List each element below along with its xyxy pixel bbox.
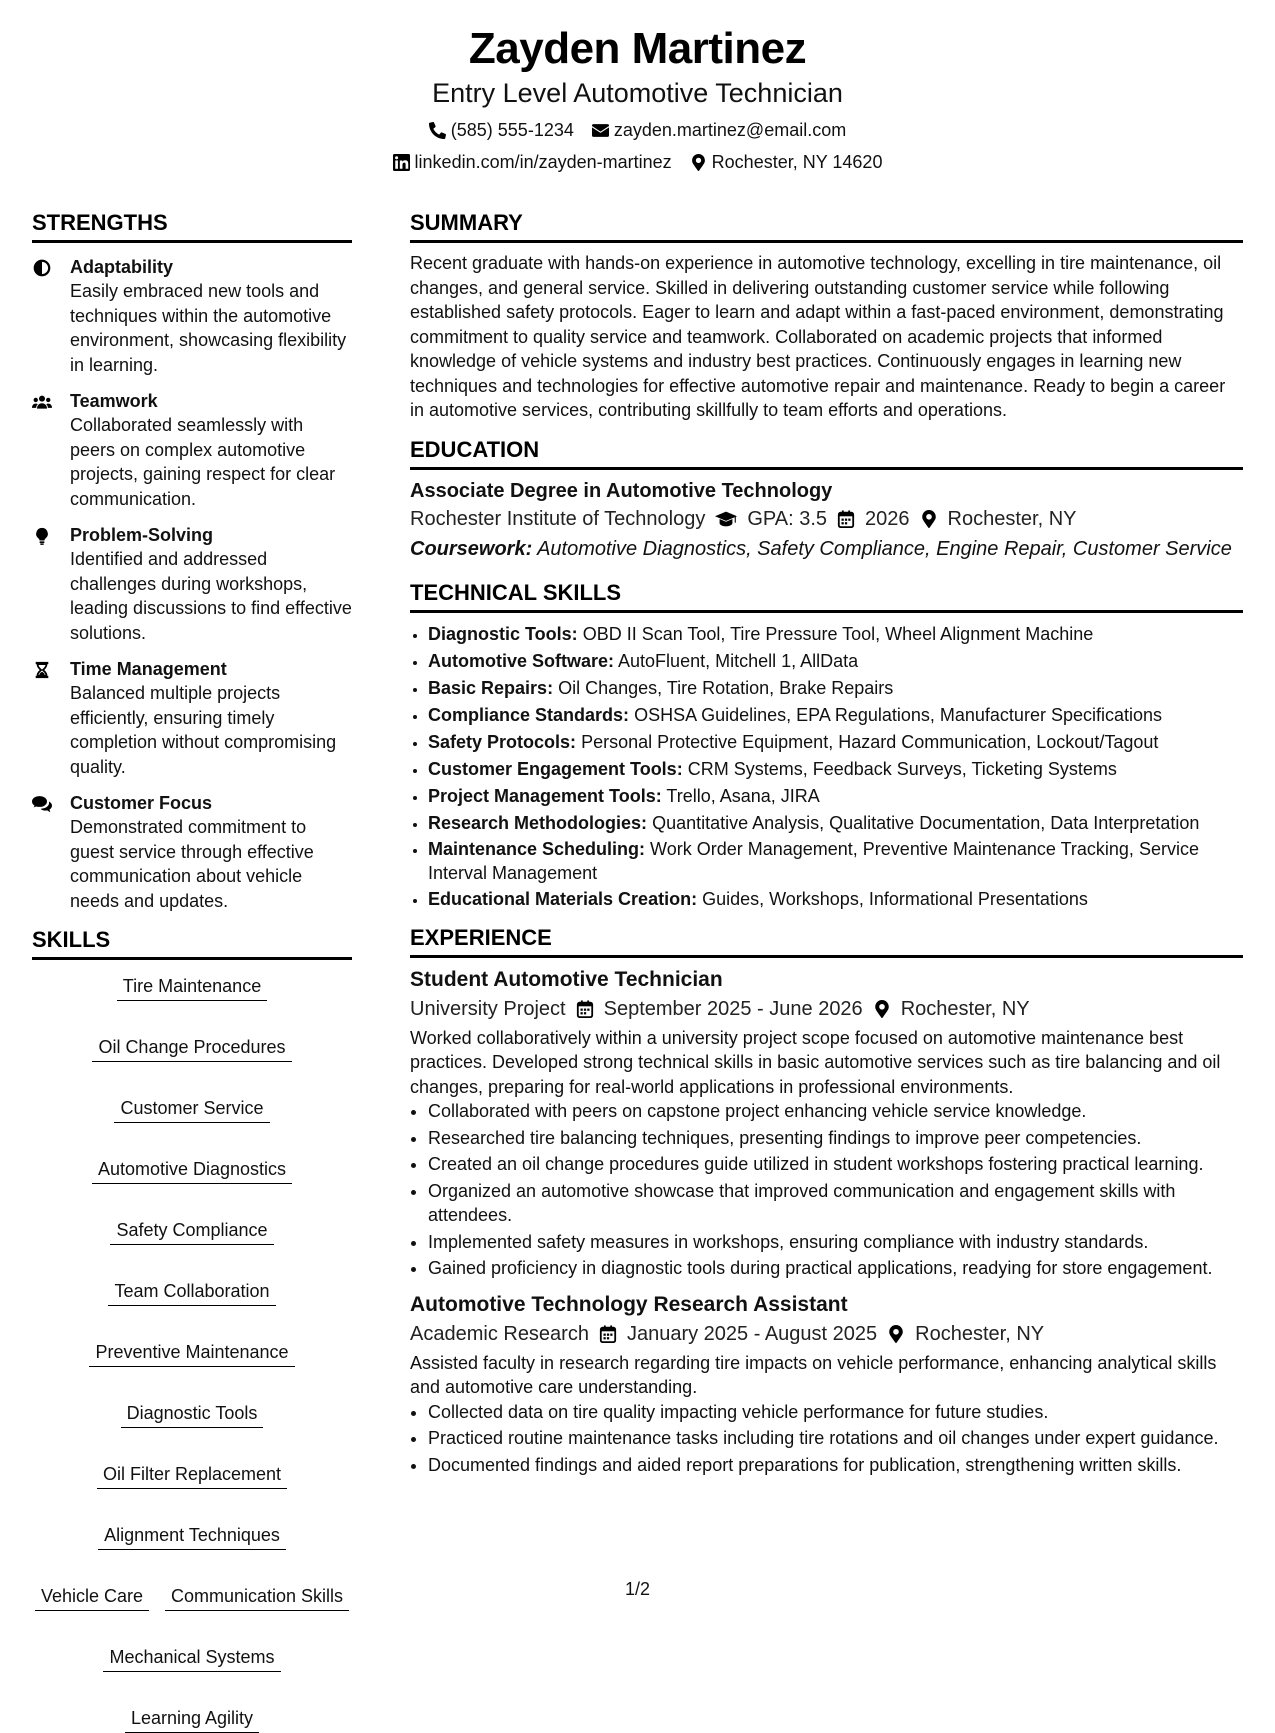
technical-skill-item bbox=[428, 729, 1243, 756]
job-meta bbox=[410, 1319, 1243, 1349]
technical-skill-item bbox=[428, 675, 1243, 702]
job-organization: Academic Research bbox=[410, 1322, 589, 1345]
coursework-label: Coursework: bbox=[410, 537, 533, 560]
strength-description: Collaborated seamlessly with peers on complex automotive projects, gaining respect for clear communication. bbox=[70, 415, 336, 509]
technical-skill-item bbox=[428, 648, 1243, 675]
technical-skill-value: AutoFluent, Mitchell 1, AllData bbox=[618, 650, 859, 671]
strength-title: Time Management bbox=[70, 659, 227, 679]
job-bullet: • Documented findings and aided report preparations for publication, strengthening written skills. bbox=[428, 1453, 1243, 1478]
technical-skill-item bbox=[428, 783, 1243, 810]
calendar-icon bbox=[599, 1325, 617, 1343]
lightbulb-icon bbox=[32, 523, 58, 645]
job-bullet: • Gained proficiency in diagnostic tools during practical applications, readying for store engagement. bbox=[428, 1256, 1243, 1281]
hourglass-icon bbox=[32, 657, 58, 779]
experience-heading: EXPERIENCE bbox=[410, 925, 1243, 958]
strength-item bbox=[32, 523, 352, 645]
gpa-text: GPA: 3.5 bbox=[747, 507, 828, 530]
job-bullet: • Practiced routine maintenance tasks including tire rotations and oil changes under expert guidance. bbox=[428, 1426, 1243, 1451]
job-bullet: • Organized an automotive showcase that improved communication and engagement skills with attendees. bbox=[428, 1179, 1243, 1228]
half-circle-icon bbox=[32, 255, 58, 377]
phone-contact[interactable] bbox=[429, 119, 574, 141]
graduation-cap-icon bbox=[715, 510, 737, 528]
summary-heading: SUMMARY bbox=[410, 210, 1243, 243]
technical-skill-item bbox=[428, 810, 1243, 837]
strength-title: Teamwork bbox=[70, 391, 158, 411]
page-number: 1/2 bbox=[624, 1579, 651, 1599]
strength-item bbox=[32, 255, 352, 377]
technical-skill-item bbox=[428, 702, 1243, 729]
skill-tag: Oil Change Procedures bbox=[92, 1035, 291, 1062]
candidate-name: Zayden Martinez bbox=[468, 24, 807, 73]
strength-item bbox=[32, 791, 352, 913]
technical-skill-value: OSHSA Guidelines, EPA Regulations, Manufacturer Specifications bbox=[634, 704, 1163, 725]
technical-skill-label: Project Management Tools: bbox=[428, 785, 662, 806]
coursework-text: Automotive Diagnostics, Safety Compliance, Engine Repair, Customer Service bbox=[537, 537, 1232, 560]
skill-tag: Communication Skills bbox=[165, 1584, 349, 1611]
technical-skill-label: Maintenance Scheduling: bbox=[428, 838, 646, 859]
map-pin-icon bbox=[920, 510, 938, 528]
calendar-icon bbox=[576, 1000, 594, 1018]
technical-skill-value: Work Order Management, Preventive Maintenance Tracking, Service Interval Management bbox=[428, 838, 1199, 883]
technical-skill-item bbox=[428, 756, 1243, 783]
technical-skill-label: Basic Repairs: bbox=[428, 677, 554, 698]
strength-description: Demonstrated commitment to guest service through effective communication about vehicle needs and updates. bbox=[70, 817, 314, 911]
skill-tag: Customer Service bbox=[114, 1096, 269, 1123]
education-meta bbox=[410, 504, 1243, 534]
strength-title: Customer Focus bbox=[70, 793, 213, 813]
job-bullet: • Researched tire balancing techniques, presenting findings to improve peer competencies. bbox=[428, 1126, 1243, 1151]
strengths-heading: STRENGTHS bbox=[32, 210, 352, 243]
summary-text: Recent graduate with hands-on experience in automotive technology, excelling in tire maintenance, oil changes, and general service. Skilled in delivering outstanding customer service while following established safety protocols. Eager to learn and adapt within a fast-paced environment, demonstrating commitment to quality service and teamwork. Collaborated on academic projects that informed knowledge of vehicle systems and industry best practices. Continuously engages in learning new techniques and technologies for effective automotive repair and maintenance. Ready to begin a career in automotive services, contributing skillfully to team efforts and operations. bbox=[410, 253, 1226, 420]
technical-skill-value: Guides, Workshops, Informational Presentations bbox=[702, 888, 1088, 909]
job-bullets bbox=[410, 1099, 1243, 1281]
job-bullet: • Collected data on tire quality impacting vehicle performance for future studies. bbox=[428, 1400, 1243, 1425]
experience-entry bbox=[410, 1291, 1243, 1478]
users-icon bbox=[32, 389, 58, 511]
email-text: zayden.martinez@email.com bbox=[613, 120, 847, 140]
degree-title: Associate Degree in Automotive Technology bbox=[410, 479, 833, 502]
experience-entry bbox=[410, 966, 1243, 1281]
left-column bbox=[32, 210, 352, 1733]
strength-title: Adaptability bbox=[70, 257, 174, 277]
school-name: Rochester Institute of Technology bbox=[410, 507, 706, 530]
map-pin-icon bbox=[690, 154, 707, 171]
technical-skill-label: Diagnostic Tools: bbox=[428, 623, 578, 644]
technical-skill-value: Quantitative Analysis, Qualitative Documentation, Data Interpretation bbox=[652, 812, 1200, 833]
education-heading: EDUCATION bbox=[410, 437, 1243, 470]
strengths-list bbox=[32, 255, 352, 913]
linkedin-icon bbox=[393, 154, 410, 171]
strength-description: Balanced multiple projects efficiently, ensuring timely completion without compromising quality. bbox=[70, 683, 337, 777]
skill-tag: Vehicle Care bbox=[35, 1584, 149, 1611]
technical-skills-list bbox=[410, 621, 1243, 913]
technical-skill-value: Trello, Asana, JIRA bbox=[666, 785, 820, 806]
location-text: Rochester, NY 14620 bbox=[711, 152, 883, 172]
strength-body bbox=[70, 389, 352, 511]
skill-tag: Oil Filter Replacement bbox=[97, 1462, 287, 1489]
strength-description: Identified and addressed challenges during workshops, leading discussions to find effective solutions. bbox=[70, 549, 352, 643]
skill-tag: Mechanical Systems bbox=[103, 1645, 280, 1672]
technical-skill-label: Compliance Standards: bbox=[428, 704, 630, 725]
job-title: Automotive Technology Research Assistant bbox=[410, 1292, 848, 1316]
map-pin-icon bbox=[873, 1000, 891, 1018]
job-bullet: • Collaborated with peers on capstone project enhancing vehicle service knowledge. bbox=[428, 1099, 1243, 1124]
phone-icon bbox=[429, 122, 446, 139]
technical-skills-heading: TECHNICAL SKILLS bbox=[410, 580, 1243, 613]
technical-skill-label: Educational Materials Creation: bbox=[428, 888, 698, 909]
job-bullets bbox=[410, 1400, 1243, 1478]
technical-skill-value: CRM Systems, Feedback Surveys, Ticketing Systems bbox=[687, 758, 1117, 779]
comments-icon bbox=[32, 791, 58, 913]
job-bullet: • Created an oil change procedures guide utilized in student workshops fostering practical learning. bbox=[428, 1152, 1243, 1177]
job-location: Rochester, NY bbox=[915, 1322, 1045, 1345]
job-dates: January 2025 - August 2025 bbox=[626, 1322, 878, 1345]
job-organization: University Project bbox=[410, 997, 566, 1020]
job-bullet: • Implemented safety measures in workshops, ensuring compliance with industry standards. bbox=[428, 1230, 1243, 1255]
envelope-icon bbox=[592, 122, 609, 139]
contact-row-1 bbox=[0, 119, 1275, 141]
technical-skill-item bbox=[428, 837, 1243, 886]
technical-skill-item bbox=[428, 886, 1243, 913]
job-meta bbox=[410, 994, 1243, 1024]
strength-description: Easily embraced new tools and techniques within the automotive environment, showcasing flexibility in learning. bbox=[70, 281, 347, 375]
skill-tag: Automotive Diagnostics bbox=[92, 1157, 292, 1184]
skill-tag: Safety Compliance bbox=[110, 1218, 273, 1245]
skills-tags bbox=[32, 974, 352, 1733]
location-contact bbox=[690, 151, 883, 173]
job-dates: September 2025 - June 2026 bbox=[603, 997, 863, 1020]
linkedin-contact[interactable] bbox=[393, 151, 672, 173]
job-description: Assisted faculty in research regarding tire impacts on vehicle performance, enhancing analytical skills and automotive care understanding. bbox=[410, 1352, 1217, 1397]
skill-tag: Diagnostic Tools bbox=[121, 1401, 264, 1428]
graduation-year: 2026 bbox=[865, 507, 910, 530]
technical-skill-label: Safety Protocols: bbox=[428, 731, 577, 752]
skills-heading: SKILLS bbox=[32, 927, 352, 960]
technical-skill-value: Oil Changes, Tire Rotation, Brake Repairs bbox=[558, 677, 894, 698]
technical-skill-label: Customer Engagement Tools: bbox=[428, 758, 683, 779]
right-column bbox=[410, 210, 1243, 1487]
strength-title: Problem-Solving bbox=[70, 525, 214, 545]
strength-item bbox=[32, 657, 352, 779]
skill-tag: Alignment Techniques bbox=[98, 1523, 286, 1550]
strength-item bbox=[32, 389, 352, 511]
strength-body bbox=[70, 523, 352, 645]
map-pin-icon bbox=[887, 1325, 905, 1343]
contact-row-2 bbox=[0, 151, 1275, 173]
phone-text: (585) 555-1234 bbox=[450, 120, 574, 140]
skill-tag: Team Collaboration bbox=[108, 1279, 275, 1306]
technical-skill-value: Personal Protective Equipment, Hazard Communication, Lockout/Tagout bbox=[581, 731, 1159, 752]
job-description: Worked collaboratively within a university project scope focused on automotive maintenance best practices. Developed strong technical skills in basic automotive services such as tire balancing and oil changes, preparing for real-world applications in professional environments. bbox=[410, 1027, 1221, 1097]
technical-skill-value: OBD II Scan Tool, Tire Pressure Tool, Wheel Alignment Machine bbox=[582, 623, 1094, 644]
calendar-icon bbox=[837, 510, 855, 528]
job-location: Rochester, NY bbox=[900, 997, 1030, 1020]
coursework-line bbox=[410, 534, 1243, 564]
resume-header bbox=[0, 22, 1275, 173]
skill-tag: Learning Agility bbox=[125, 1706, 259, 1733]
education-location: Rochester, NY bbox=[947, 507, 1077, 530]
email-contact[interactable] bbox=[592, 119, 846, 141]
skill-tag: Tire Maintenance bbox=[117, 974, 267, 1001]
skill-tag: Preventive Maintenance bbox=[89, 1340, 294, 1367]
technical-skill-label: Research Methodologies: bbox=[428, 812, 648, 833]
candidate-title: Entry Level Automotive Technician bbox=[432, 78, 843, 108]
job-title: Student Automotive Technician bbox=[410, 967, 723, 991]
strength-body bbox=[70, 657, 352, 779]
strength-body bbox=[70, 791, 352, 913]
technical-skill-item bbox=[428, 621, 1243, 648]
strength-body bbox=[70, 255, 352, 377]
technical-skill-label: Automotive Software: bbox=[428, 650, 615, 671]
linkedin-text: linkedin.com/in/zayden-martinez bbox=[414, 152, 672, 172]
